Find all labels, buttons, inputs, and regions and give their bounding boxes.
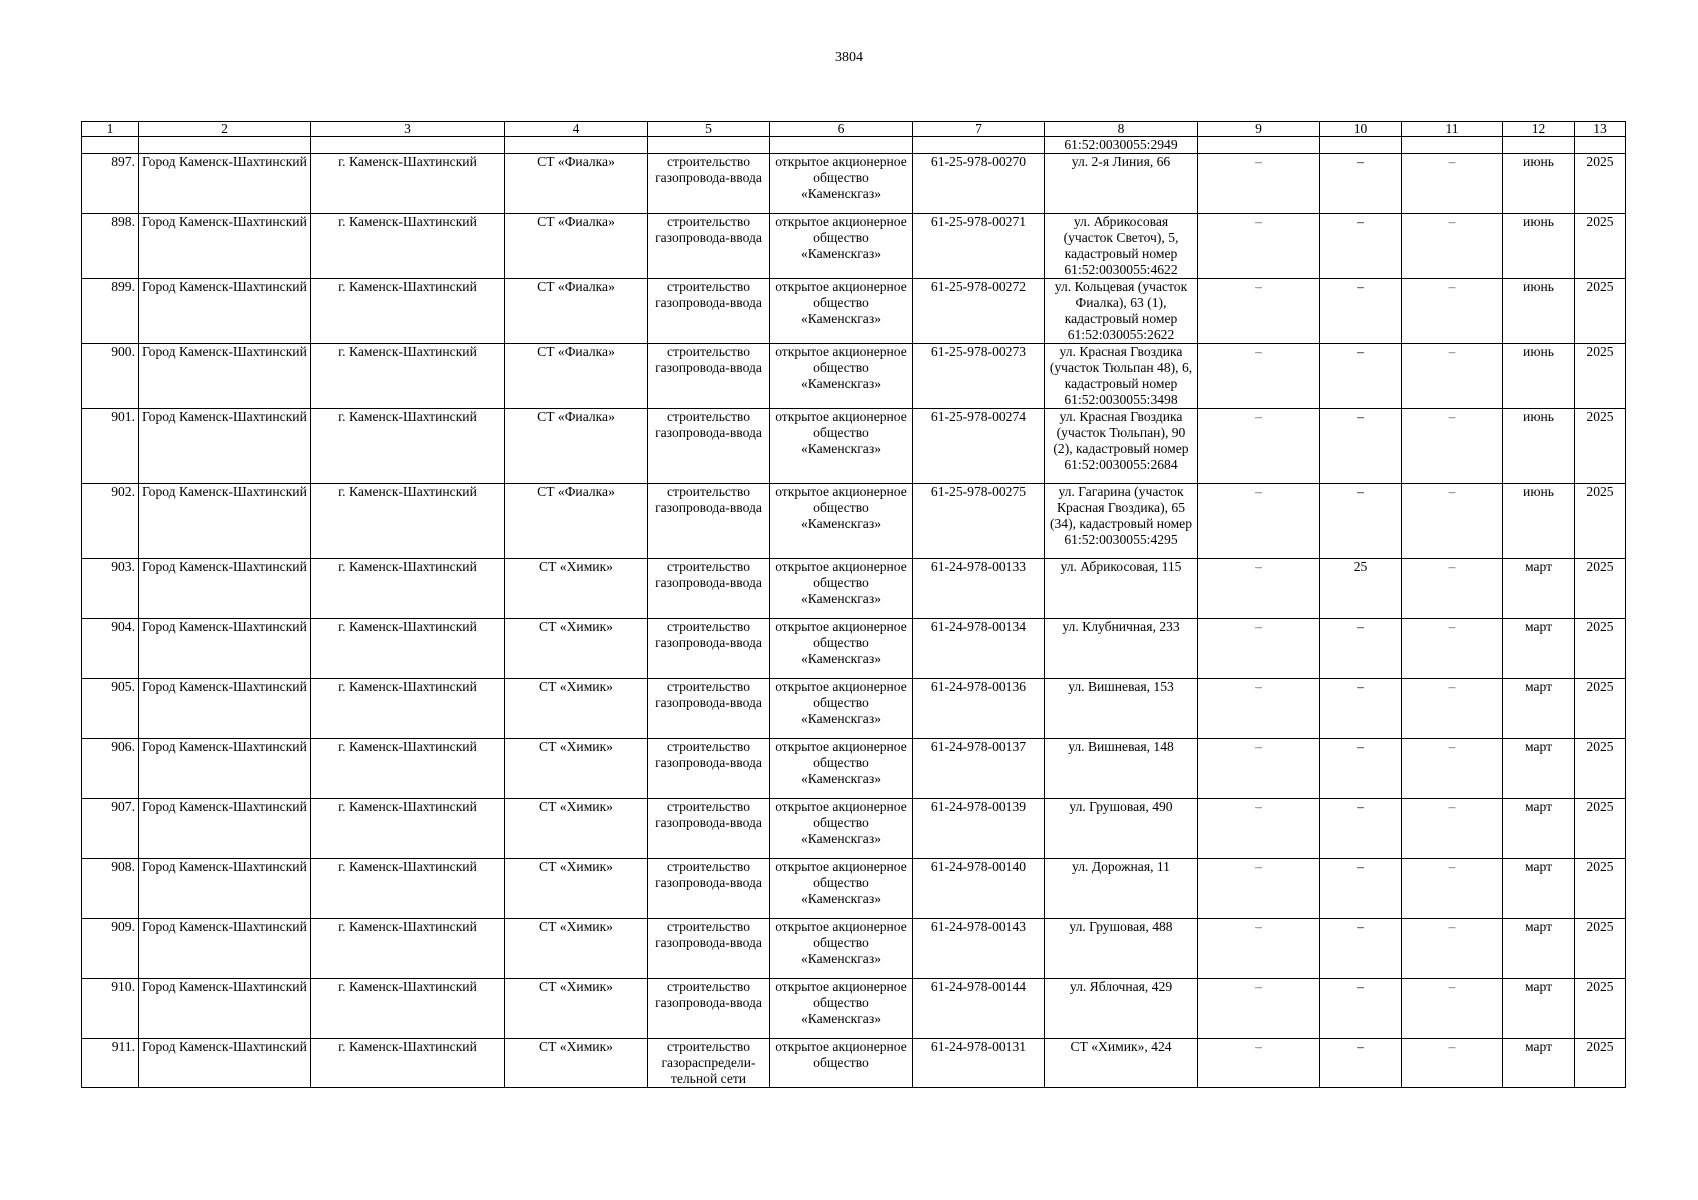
value-cell: – [1198, 919, 1320, 979]
value-cell: – [1198, 619, 1320, 679]
register-table [81, 121, 1626, 1088]
value-cell: – [1198, 279, 1320, 344]
row-number-cell: 900. [82, 344, 139, 409]
year-cell: 2025 [1575, 979, 1626, 1039]
value-cell: – [1320, 1039, 1402, 1088]
project-code-cell: 61-24-978-00140 [913, 859, 1045, 919]
organization-cell: открытое акционерное общество «Каменскгаз» [770, 739, 913, 799]
settlement-cell: г. Каменск-Шахтинский [311, 344, 505, 409]
work-type-cell: строительство газопровода-ввода [648, 409, 770, 484]
project-code-cell: 61-24-978-00134 [913, 619, 1045, 679]
address-cell: ул. Кольцевая (участок Фиалка), 63 (1), кадастровый номер 61:52:030055:2622 [1045, 279, 1198, 344]
value-cell: – [1320, 739, 1402, 799]
work-type-cell: строительство газопровода-ввода [648, 154, 770, 214]
settlement-cell: г. Каменск-Шахтинский [311, 214, 505, 279]
value-cell: – [1402, 619, 1503, 679]
cell [1198, 137, 1320, 154]
value-cell: – [1320, 679, 1402, 739]
column-number: 9 [1198, 122, 1320, 137]
work-type-cell: строительство газопровода-ввода [648, 799, 770, 859]
address-cell: ул. Грушовая, 490 [1045, 799, 1198, 859]
value-cell: – [1320, 409, 1402, 484]
cadastral-cell: 61:52:0030055:2949 [1045, 137, 1198, 154]
month-cell: июнь [1503, 484, 1575, 559]
municipality-cell: Город Каменск-Шахтинский [139, 484, 311, 559]
municipality-cell: Город Каменск-Шахтинский [139, 409, 311, 484]
value-cell: – [1402, 279, 1503, 344]
month-cell: март [1503, 739, 1575, 799]
value-cell: – [1320, 859, 1402, 919]
row-number-cell: 903. [82, 559, 139, 619]
cell [82, 137, 139, 154]
municipality-cell: Город Каменск-Шахтинский [139, 919, 311, 979]
organization-cell: открытое акционерное общество «Каменскгаз» [770, 979, 913, 1039]
organization-cell: открытое акционерное общество «Каменскгаз» [770, 154, 913, 214]
organization-cell: открытое акционерное общество «Каменскгаз» [770, 214, 913, 279]
column-number: 1 [82, 122, 139, 137]
address-cell: ул. Дорожная, 11 [1045, 859, 1198, 919]
address-cell: ул. Красная Гвоздика (участок Тюльпан), 90 (2), кадастровый номер 61:52:0030055:2684 [1045, 409, 1198, 484]
location-cell: СТ «Химик» [505, 739, 648, 799]
organization-cell: открытое акционерное общество «Каменскгаз» [770, 559, 913, 619]
year-cell: 2025 [1575, 799, 1626, 859]
column-number: 6 [770, 122, 913, 137]
row-number-cell: 908. [82, 859, 139, 919]
settlement-cell: г. Каменск-Шахтинский [311, 739, 505, 799]
address-cell: ул. Грушовая, 488 [1045, 919, 1198, 979]
location-cell: СТ «Химик» [505, 859, 648, 919]
value-cell: – [1198, 1039, 1320, 1088]
cell [1503, 137, 1575, 154]
municipality-cell: Город Каменск-Шахтинский [139, 619, 311, 679]
row-number-cell: 910. [82, 979, 139, 1039]
value-cell: – [1198, 214, 1320, 279]
organization-cell: открытое акционерное общество [770, 1039, 913, 1088]
value-cell: – [1198, 979, 1320, 1039]
work-type-cell: строительство газопровода-ввода [648, 679, 770, 739]
value-cell: – [1402, 859, 1503, 919]
municipality-cell: Город Каменск-Шахтинский [139, 559, 311, 619]
month-cell: июнь [1503, 409, 1575, 484]
settlement-cell: г. Каменск-Шахтинский [311, 484, 505, 559]
table-row [82, 799, 1626, 859]
municipality-cell: Город Каменск-Шахтинский [139, 1039, 311, 1088]
value-cell: – [1198, 409, 1320, 484]
value-cell: – [1402, 979, 1503, 1039]
year-cell: 2025 [1575, 279, 1626, 344]
year-cell: 2025 [1575, 859, 1626, 919]
cell [1575, 137, 1626, 154]
year-cell: 2025 [1575, 344, 1626, 409]
value-cell: – [1402, 409, 1503, 484]
address-cell: ул. Вишневая, 148 [1045, 739, 1198, 799]
organization-cell: открытое акционерное общество «Каменскгаз» [770, 799, 913, 859]
settlement-cell: г. Каменск-Шахтинский [311, 919, 505, 979]
organization-cell: открытое акционерное общество «Каменскгаз» [770, 279, 913, 344]
work-type-cell: строительство газопровода-ввода [648, 919, 770, 979]
value-cell: – [1198, 679, 1320, 739]
value-cell: – [1320, 799, 1402, 859]
year-cell: 2025 [1575, 1039, 1626, 1088]
settlement-cell: г. Каменск-Шахтинский [311, 279, 505, 344]
address-cell: ул. Яблочная, 429 [1045, 979, 1198, 1039]
month-cell: июнь [1503, 279, 1575, 344]
municipality-cell: Город Каменск-Шахтинский [139, 799, 311, 859]
table-row [82, 919, 1626, 979]
year-cell: 2025 [1575, 619, 1626, 679]
value-cell: – [1198, 799, 1320, 859]
row-number-cell: 902. [82, 484, 139, 559]
project-code-cell: 61-24-978-00143 [913, 919, 1045, 979]
settlement-cell: г. Каменск-Шахтинский [311, 1039, 505, 1088]
value-cell: – [1198, 859, 1320, 919]
work-type-cell: строительство газопровода-ввода [648, 979, 770, 1039]
project-code-cell: 61-24-978-00131 [913, 1039, 1045, 1088]
row-number-cell: 909. [82, 919, 139, 979]
organization-cell: открытое акционерное общество «Каменскгаз» [770, 619, 913, 679]
address-cell: ул. Абрикосовая (участок Светоч), 5, кадастровый номер 61:52:0030055:4622 [1045, 214, 1198, 279]
municipality-cell: Город Каменск-Шахтинский [139, 279, 311, 344]
column-number: 4 [505, 122, 648, 137]
work-type-cell: строительство газопровода-ввода [648, 559, 770, 619]
row-number-cell: 901. [82, 409, 139, 484]
column-number: 11 [1402, 122, 1503, 137]
value-cell: – [1320, 919, 1402, 979]
cell [311, 137, 505, 154]
continuation-row [82, 137, 1626, 154]
value-cell: – [1402, 799, 1503, 859]
row-number-cell: 898. [82, 214, 139, 279]
month-cell: июнь [1503, 154, 1575, 214]
municipality-cell: Город Каменск-Шахтинский [139, 344, 311, 409]
project-code-cell: 61-25-978-00275 [913, 484, 1045, 559]
location-cell: СТ «Химик» [505, 1039, 648, 1088]
row-number-cell: 905. [82, 679, 139, 739]
organization-cell: открытое акционерное общество «Каменскгаз» [770, 409, 913, 484]
value-cell: – [1320, 979, 1402, 1039]
value-cell: – [1402, 559, 1503, 619]
work-type-cell: строительство газопровода-ввода [648, 344, 770, 409]
municipality-cell: Город Каменск-Шахтинский [139, 679, 311, 739]
month-cell: март [1503, 799, 1575, 859]
settlement-cell: г. Каменск-Шахтинский [311, 154, 505, 214]
work-type-cell: строительство газораспредели-тельной сети [648, 1039, 770, 1088]
work-type-cell: строительство газопровода-ввода [648, 484, 770, 559]
project-code-cell: 61-24-978-00133 [913, 559, 1045, 619]
settlement-cell: г. Каменск-Шахтинский [311, 619, 505, 679]
row-number-cell: 899. [82, 279, 139, 344]
table-row [82, 859, 1626, 919]
table-row [82, 739, 1626, 799]
value-cell: – [1198, 559, 1320, 619]
value-cell: – [1198, 484, 1320, 559]
project-code-cell: 61-25-978-00271 [913, 214, 1045, 279]
column-number: 5 [648, 122, 770, 137]
project-code-cell: 61-24-978-00137 [913, 739, 1045, 799]
location-cell: СТ «Фиалка» [505, 344, 648, 409]
value-cell: – [1320, 484, 1402, 559]
address-cell: ул. 2-я Линия, 66 [1045, 154, 1198, 214]
column-number: 7 [913, 122, 1045, 137]
table-row [82, 214, 1626, 279]
value-cell: – [1402, 344, 1503, 409]
year-cell: 2025 [1575, 484, 1626, 559]
value-cell: – [1320, 344, 1402, 409]
value-cell: – [1402, 154, 1503, 214]
column-number: 12 [1503, 122, 1575, 137]
month-cell: март [1503, 859, 1575, 919]
month-cell: март [1503, 619, 1575, 679]
municipality-cell: Город Каменск-Шахтинский [139, 154, 311, 214]
address-cell: ул. Красная Гвоздика (участок Тюльпан 48), 6, кадастровый номер 61:52:0030055:3498 [1045, 344, 1198, 409]
table-row [82, 484, 1626, 559]
location-cell: СТ «Фиалка» [505, 484, 648, 559]
month-cell: март [1503, 919, 1575, 979]
work-type-cell: строительство газопровода-ввода [648, 859, 770, 919]
value-cell: – [1402, 214, 1503, 279]
table-row [82, 619, 1626, 679]
cell [139, 137, 311, 154]
municipality-cell: Город Каменск-Шахтинский [139, 979, 311, 1039]
column-number: 3 [311, 122, 505, 137]
value-cell: – [1402, 484, 1503, 559]
value-cell: – [1402, 919, 1503, 979]
project-code-cell: 61-25-978-00273 [913, 344, 1045, 409]
address-cell: ул. Абрикосовая, 115 [1045, 559, 1198, 619]
table-row [82, 154, 1626, 214]
address-cell: ул. Клубничная, 233 [1045, 619, 1198, 679]
row-number-cell: 904. [82, 619, 139, 679]
location-cell: СТ «Фиалка» [505, 279, 648, 344]
organization-cell: открытое акционерное общество «Каменскгаз» [770, 484, 913, 559]
project-code-cell: 61-24-978-00144 [913, 979, 1045, 1039]
month-cell: март [1503, 679, 1575, 739]
page-number: 3804 [835, 50, 863, 65]
value-cell: 25 [1320, 559, 1402, 619]
location-cell: СТ «Химик» [505, 559, 648, 619]
table-row [82, 279, 1626, 344]
settlement-cell: г. Каменск-Шахтинский [311, 409, 505, 484]
month-cell: июнь [1503, 214, 1575, 279]
work-type-cell: строительство газопровода-ввода [648, 739, 770, 799]
organization-cell: открытое акционерное общество «Каменскгаз» [770, 344, 913, 409]
value-cell: – [1198, 344, 1320, 409]
project-code-cell: 61-24-978-00139 [913, 799, 1045, 859]
project-code-cell: 61-25-978-00270 [913, 154, 1045, 214]
cell [770, 137, 913, 154]
address-cell: ул. Гагарина (участок Красная Гвоздика), 65 (34), кадастровый номер 61:52:0030055:4295 [1045, 484, 1198, 559]
cell [505, 137, 648, 154]
location-cell: СТ «Химик» [505, 619, 648, 679]
row-number-cell: 897. [82, 154, 139, 214]
column-number-row [82, 122, 1626, 137]
location-cell: СТ «Химик» [505, 679, 648, 739]
municipality-cell: Город Каменск-Шахтинский [139, 214, 311, 279]
value-cell: – [1320, 279, 1402, 344]
organization-cell: открытое акционерное общество «Каменскгаз» [770, 679, 913, 739]
cell [648, 137, 770, 154]
work-type-cell: строительство газопровода-ввода [648, 619, 770, 679]
year-cell: 2025 [1575, 154, 1626, 214]
row-number-cell: 906. [82, 739, 139, 799]
value-cell: – [1320, 214, 1402, 279]
municipality-cell: Город Каменск-Шахтинский [139, 739, 311, 799]
cell [1402, 137, 1503, 154]
value-cell: – [1402, 679, 1503, 739]
table-row [82, 679, 1626, 739]
year-cell: 2025 [1575, 919, 1626, 979]
settlement-cell: г. Каменск-Шахтинский [311, 679, 505, 739]
project-code-cell: 61-25-978-00272 [913, 279, 1045, 344]
value-cell: – [1198, 739, 1320, 799]
settlement-cell: г. Каменск-Шахтинский [311, 979, 505, 1039]
month-cell: март [1503, 559, 1575, 619]
column-number: 13 [1575, 122, 1626, 137]
location-cell: СТ «Химик» [505, 799, 648, 859]
year-cell: 2025 [1575, 739, 1626, 799]
column-number: 8 [1045, 122, 1198, 137]
settlement-cell: г. Каменск-Шахтинский [311, 559, 505, 619]
work-type-cell: строительство газопровода-ввода [648, 214, 770, 279]
row-number-cell: 907. [82, 799, 139, 859]
month-cell: июнь [1503, 344, 1575, 409]
year-cell: 2025 [1575, 559, 1626, 619]
municipality-cell: Город Каменск-Шахтинский [139, 859, 311, 919]
table-row [82, 409, 1626, 484]
table-row [82, 559, 1626, 619]
cell [913, 137, 1045, 154]
settlement-cell: г. Каменск-Шахтинский [311, 859, 505, 919]
location-cell: СТ «Химик» [505, 979, 648, 1039]
address-cell: СТ «Химик», 424 [1045, 1039, 1198, 1088]
work-type-cell: строительство газопровода-ввода [648, 279, 770, 344]
location-cell: СТ «Фиалка» [505, 154, 648, 214]
year-cell: 2025 [1575, 679, 1626, 739]
row-number-cell: 911. [82, 1039, 139, 1088]
value-cell: – [1320, 619, 1402, 679]
table-row [82, 1039, 1626, 1088]
project-code-cell: 61-24-978-00136 [913, 679, 1045, 739]
location-cell: СТ «Фиалка» [505, 214, 648, 279]
value-cell: – [1402, 1039, 1503, 1088]
month-cell: март [1503, 1039, 1575, 1088]
address-cell: ул. Вишневая, 153 [1045, 679, 1198, 739]
month-cell: март [1503, 979, 1575, 1039]
cell [1320, 137, 1402, 154]
organization-cell: открытое акционерное общество «Каменскгаз» [770, 859, 913, 919]
location-cell: СТ «Фиалка» [505, 409, 648, 484]
value-cell: – [1198, 154, 1320, 214]
column-number: 2 [139, 122, 311, 137]
table-row [82, 979, 1626, 1039]
table-row [82, 344, 1626, 409]
year-cell: 2025 [1575, 214, 1626, 279]
value-cell: – [1320, 154, 1402, 214]
organization-cell: открытое акционерное общество «Каменскгаз» [770, 919, 913, 979]
year-cell: 2025 [1575, 409, 1626, 484]
value-cell: – [1402, 739, 1503, 799]
project-code-cell: 61-25-978-00274 [913, 409, 1045, 484]
column-number: 10 [1320, 122, 1402, 137]
settlement-cell: г. Каменск-Шахтинский [311, 799, 505, 859]
location-cell: СТ «Химик» [505, 919, 648, 979]
